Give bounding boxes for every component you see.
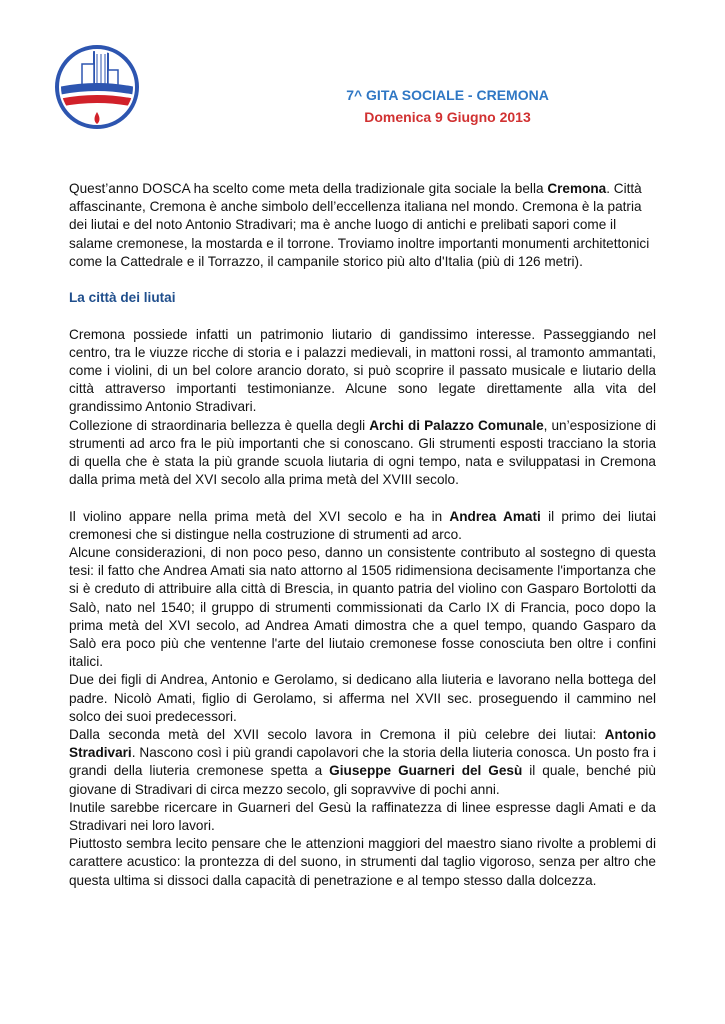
- intro-paragraph: [69, 180, 656, 271]
- section-title: La città dei liutai: [69, 290, 176, 306]
- page-title: 7^ GITA SOCIALE - CREMONA: [346, 87, 549, 103]
- paragraph-6: [69, 726, 656, 799]
- p6-text-3: il quale, benché più giovane di Stradivari di circa mezzo secolo, gli sopravvive di pochi anni.: [69, 763, 656, 797]
- p6-text-1: Dalla seconda metà del XVII secolo lavora in Cremona il più celebre dei liutai:: [69, 727, 605, 743]
- paragraph-3: [69, 508, 656, 544]
- dosca-logo-icon: [52, 42, 142, 132]
- intro-text-2: . Città affascinante, Cremona è anche simbolo dell’eccellenza italiana nel mondo. Cremona è la patria dei liutai e del noto Antonio Stradivari; ma è anche luogo di antichi e prelibati sapori come il salame cremonese, la mostarda e il torrone. Troviamo inoltre importanti monumenti architettonici come la Cattedrale e il Torrazzo, il campanile storico più alto d'Italia (più di 126 metri).: [69, 181, 650, 269]
- paragraph-4: Alcune considerazioni, di non poco peso, danno un consistente contributo al sostegno di questa tesi: il fatto che Andrea Amati sia nato attorno al 1505 ridimensiona decisamente l'importanza che si è creduto di attribuire alla città di Brescia, in quanto patria del violino con Gasparo Bortolotti da Salò, nato nel 1540; il gruppo di strumenti commissionati da Carlo IX di Francia, poco dopo la prima metà del XVI secolo, ad Andrea Amati dimostra che a quel tempo, quando Gasparo da Salò era poco più che ventenne l'arte del liutaio cremonese fosse conosciuta ben oltre i confini italici.: [69, 545, 656, 670]
- paragraph-8: Piuttosto sembra lecito pensare che le attenzioni maggiori del maestro siano rivolte a problemi di carattere acustico: la prontezza di del suono, in strumenti dal taglio vigoroso, senza per altro che questa ultima si dissoci dalla capacità di penetrazione e al tempo stesso dalla dolcezza.: [69, 836, 656, 888]
- paragraph-5: Due dei figli di Andrea, Antonio e Gerolamo, si dedicano alla liuteria e lavorano nella bottega del padre. Nicolò Amati, figlio di Gerolamo, si afferma nel XVII sec. proseguendo il cammino nel solco dei suoi predecessori.: [69, 672, 656, 724]
- p2-text-2: , un’esposizione di strumenti ad arco fra le più importanti che si conoscano. Gli strumenti esposti tracciano la storia di quella che è stata la più grande scuola liutaria di ogni tempo, nata e sviluppatasi in Cremona dalla prima metà del XVI secolo alla prima metà del XVIII secolo.: [69, 417, 657, 488]
- page-header: [200, 86, 695, 126]
- p2-text-1: Collezione di straordinaria bellezza è quella degli: [69, 417, 370, 433]
- p3-bold: Andrea Amati: [449, 508, 541, 524]
- p6-text-2: . Nascono così i più grandi capolavori che la storia della liuteria conosca. Un posto fra i grandi della liuteria cremonese spetta a: [69, 745, 656, 779]
- paragraph-2: [69, 417, 656, 490]
- document-body: [69, 180, 656, 890]
- p3-text-2: il primo dei liutai cremonesi che si distingue nella costruzione di strumenti ad arco.: [69, 508, 656, 542]
- p6-bold-1: Antonio Stradivari: [69, 727, 656, 761]
- paragraph-7: Inutile sarebbe ricercare in Guarneri del Gesù la raffinatezza di linee espresse dagli Amati e da Stradivari nei loro lavori.: [69, 799, 656, 834]
- p2-bold: Archi di Palazzo Comunale: [369, 417, 544, 433]
- p6-bold-2: Giuseppe Guarneri del Gesù: [329, 763, 523, 779]
- paragraph-1: Cremona possiede infatti un patrimonio liutario di gandissimo interesse. Passeggiando nel centro, tra le viuzze ricche di storia e i palazzi medievali, in mattoni rossi, al tramonto ammantati, come i violini, di un bel colore arancio dorato, si può scoprire il passato musicale e liutario della città attraverso importanti testimonianze. Alcune sono legate direttamente alla vita del grandissimo Antonio Stradivari.: [69, 326, 656, 415]
- intro-bold-cremona: Cremona: [547, 181, 607, 196]
- event-date: Domenica 9 Giugno 2013: [364, 109, 531, 125]
- intro-text-1: Quest’anno DOSCA ha scelto come meta della tradizionale gita sociale la bella: [69, 181, 548, 196]
- p3-text-1: Il violino appare nella prima metà del XVI secolo e ha in: [69, 508, 450, 524]
